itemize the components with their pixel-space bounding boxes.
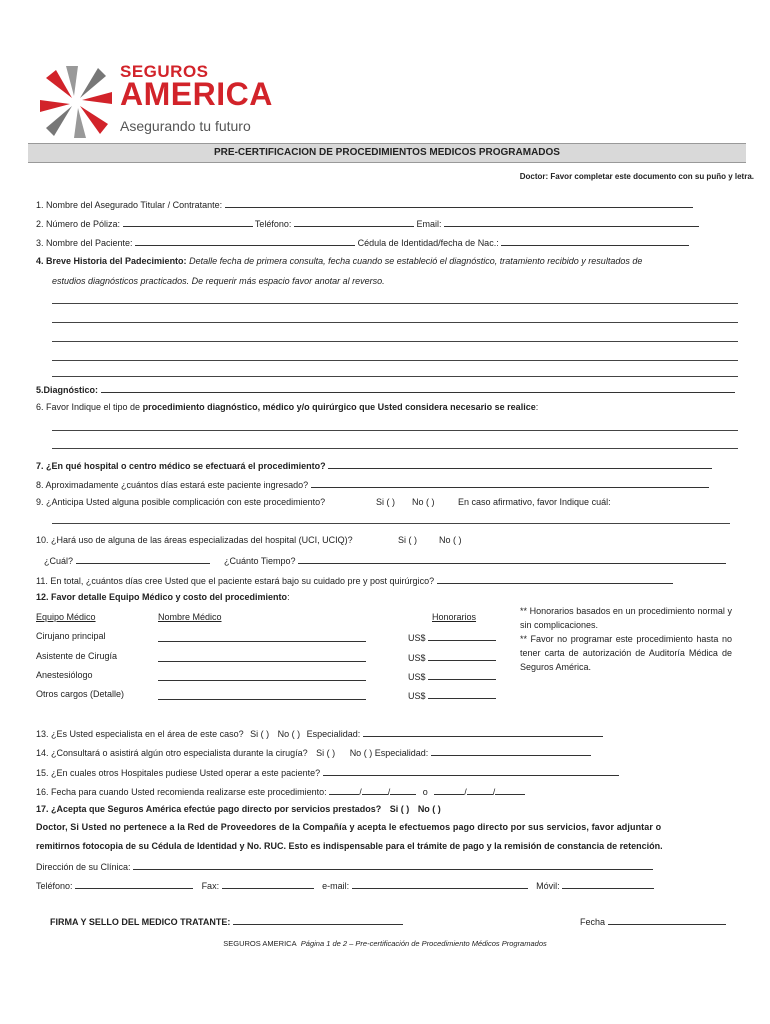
signature-label: FIRMA Y SELLO DEL MEDICO TRATANTE:	[50, 917, 231, 927]
doctor-name-field[interactable]	[158, 632, 366, 642]
date1-year[interactable]	[390, 785, 416, 795]
signature-field[interactable]	[233, 915, 403, 925]
fee-field[interactable]	[428, 689, 496, 699]
contact-email-label: e-mail:	[322, 881, 350, 891]
q6-row	[36, 402, 538, 412]
clinic-phone-field[interactable]	[75, 879, 193, 889]
team-role: Asistente de Cirugía	[36, 651, 118, 661]
date2-month[interactable]	[467, 785, 493, 795]
address-field[interactable]	[133, 860, 653, 870]
q10-row2b	[224, 554, 726, 566]
q1-label: 1. Nombre del Asegurado Titular / Contratante:	[36, 200, 223, 210]
q7-label: 7. ¿En qué hospital o centro médico se efectuará el procedimiento?	[36, 461, 326, 471]
q17-si[interactable]: Si ( )	[389, 804, 410, 814]
q4-detail2: estudios diagnósticos practicados. De requerir más espacio favor anotar al reverso.	[52, 276, 385, 286]
col-nombre: Nombre Médico	[158, 612, 222, 622]
clinic-fax-field[interactable]	[222, 879, 314, 889]
logo	[38, 62, 288, 142]
q3-id-label: Cédula de Identidad/fecha de Nac.:	[357, 238, 499, 248]
q6-bold: procedimiento diagnóstico, médico y/o quirúrgico que Usted considera necesario se realice	[142, 402, 536, 412]
clinic-email-field[interactable]	[352, 879, 528, 889]
q16-row: 16. Fecha para cuando Usted recomienda realizarse este procedimiento: / / o / /	[36, 785, 525, 797]
q13-row	[36, 727, 603, 739]
q10-row2	[44, 554, 210, 566]
q11-row	[36, 574, 673, 586]
address-row	[36, 860, 653, 872]
fee-field[interactable]	[428, 651, 496, 661]
patient-name-field[interactable]	[135, 236, 355, 246]
q3-label: 3. Nombre del Paciente:	[36, 238, 133, 248]
doctor-name-field[interactable]	[158, 652, 366, 662]
currency-label: US$	[408, 672, 426, 682]
q2-phone-label: Teléfono:	[254, 219, 292, 229]
q5-label: 5.Diagnóstico:	[36, 385, 99, 395]
currency-label: US$	[408, 691, 426, 701]
fees-note-1: ** Honorarios basados en un procedimiento normal y sin complicaciones.	[520, 606, 732, 630]
contact-phone-label: Teléfono:	[36, 881, 73, 891]
brand-tagline: Asegurando tu futuro	[120, 118, 251, 134]
brand-name-main: AMERICA	[120, 76, 273, 112]
q4-row	[36, 256, 642, 266]
q12-row	[36, 592, 290, 602]
logo-mark-icon	[38, 62, 118, 142]
q9-si[interactable]: Si ( )	[376, 497, 395, 507]
q17-label: 17. ¿Acepta que Seguros América efectúe pago directo por servicios prestados?	[36, 804, 382, 814]
procedure-line-2[interactable]	[52, 448, 738, 449]
contact-mobile-label: Móvil:	[536, 881, 560, 891]
q9-label: 9. ¿Anticipa Usted alguna posible complicación con este procedimiento?	[36, 497, 326, 507]
q7-row	[36, 459, 712, 471]
email-field[interactable]	[444, 217, 699, 227]
currency-label: US$	[408, 633, 426, 643]
footer-brand: SEGUROS AMERICA	[223, 939, 297, 948]
q14-row	[36, 746, 591, 758]
q14-si[interactable]: Si ( )	[316, 748, 336, 758]
history-line-5[interactable]	[52, 376, 738, 377]
contact-row	[36, 879, 654, 891]
doctor-name-field[interactable]	[158, 671, 366, 681]
title-bar	[28, 143, 746, 163]
q2-label: 2. Número de Póliza:	[36, 219, 121, 229]
history-line-2[interactable]	[52, 322, 738, 323]
currency-label: US$	[408, 653, 426, 663]
q15-label: 15. ¿En cuales otros Hospitales pudiese Usted operar a este paciente?	[36, 768, 321, 778]
q8-row	[36, 478, 709, 490]
contact-fax-label: Fax:	[201, 881, 220, 891]
history-line-4[interactable]	[52, 360, 738, 361]
q10-label: 10. ¿Hará uso de alguna de las áreas especializadas del hospital (UCI, UCIQ)?	[36, 535, 353, 545]
date1-day[interactable]	[329, 785, 359, 795]
brand-name-top: SEGUROS	[120, 62, 209, 81]
history-line-3[interactable]	[52, 341, 738, 342]
phone-field[interactable]	[294, 217, 414, 227]
q15-row	[36, 766, 619, 778]
date2-day[interactable]	[434, 785, 464, 795]
q6-pre: 6. Favor Indique el tipo de	[36, 402, 141, 412]
q5-row	[36, 383, 735, 395]
q16-label: 16. Fecha para cuando Usted recomienda realizarse este procedimiento:	[36, 787, 327, 797]
other-specialty-field[interactable]	[431, 746, 591, 756]
fee-row	[408, 670, 496, 682]
fee-field[interactable]	[428, 670, 496, 680]
q2-email-label: Email:	[416, 219, 442, 229]
area-field[interactable]	[76, 554, 210, 564]
date2-year[interactable]	[495, 785, 525, 795]
procedure-line-1[interactable]	[52, 430, 738, 431]
q13-si[interactable]: Si ( )	[250, 729, 270, 739]
q10-cual-label: ¿Cuál?	[44, 556, 74, 566]
fee-row	[408, 651, 496, 663]
total-days-field[interactable]	[437, 574, 673, 584]
footer	[0, 939, 770, 948]
fee-row	[408, 689, 496, 701]
other-hospitals-field[interactable]	[323, 766, 619, 776]
q10-tiempo-label: ¿Cuánto Tiempo?	[224, 556, 296, 566]
direct-pay-text-2: remitirnos fotocopia de su Cédula de Identidad y No. RUC. Esto es indispensable para el trámite de pago y la remisión de constancia de retención.	[36, 841, 663, 851]
diagnosis-field[interactable]	[101, 383, 735, 393]
q2-row	[36, 217, 699, 229]
q10-si[interactable]: Si ( )	[398, 535, 417, 545]
days-field[interactable]	[311, 478, 709, 488]
date1-month[interactable]	[362, 785, 388, 795]
history-line-1[interactable]	[52, 303, 738, 304]
q6-post: :	[535, 402, 539, 412]
clinic-mobile-field[interactable]	[562, 879, 654, 889]
q17-no[interactable]: No ( )	[417, 804, 441, 814]
q14-no[interactable]: No ( )	[349, 748, 373, 758]
team-role: Otros cargos (Detalle)	[36, 689, 125, 699]
time-field[interactable]	[298, 554, 726, 564]
q17-row	[36, 804, 441, 814]
footer-page: Página 1 de 2 – Pre-certificación de Procedimiento Médicos Programados	[300, 939, 547, 948]
q4-detail1: Detalle fecha de primera consulta, fecha cuando se estableció el diagnóstico, tratamiento recibido y resultados de	[189, 256, 643, 266]
direct-pay-text-1: Doctor, Si Usted no pertenece a la Red de Proveedores de la Compañía y acepta le efectuemos pago directo por sus servicios, favor adjuntar o	[36, 822, 662, 832]
q1-field[interactable]	[225, 198, 693, 208]
signature-date-field[interactable]	[608, 915, 726, 925]
q10-no[interactable]: No ( )	[439, 535, 462, 545]
q16-or: o	[422, 787, 428, 797]
doctor-name-field[interactable]	[158, 690, 366, 700]
q9-cual: En caso afirmativo, favor Indique cuál:	[458, 497, 611, 507]
q11-label: 11. En total, ¿cuántos días cree Usted que el paciente estará bajo su cuidado pre y post quirúrgico?	[36, 576, 435, 586]
date-row	[580, 915, 726, 927]
fee-row	[408, 631, 496, 643]
address-label: Dirección de su Clínica:	[36, 862, 131, 872]
col-honorarios: Honorarios	[432, 612, 477, 622]
q1-row	[36, 198, 693, 210]
q12-colon: :	[287, 592, 290, 602]
doctor-note: Doctor: Favor completar este documento con su puño y letra.	[519, 172, 754, 181]
hospital-field[interactable]	[328, 459, 712, 469]
q13-esp-label: Especialidad:	[306, 729, 361, 739]
q13-no[interactable]: No ( )	[277, 729, 301, 739]
fees-notes	[520, 604, 732, 674]
q9-no[interactable]: No ( )	[412, 497, 435, 507]
fees-note-2: ** Favor no programar este procedimiento hasta no tener carta de autorización de Auditoría Médica de Seguros América.	[520, 634, 732, 672]
signature-row	[50, 915, 403, 927]
q8-label: 8. Aproximadamente ¿cuántos días estará este paciente ingresado?	[36, 480, 309, 490]
policy-field[interactable]	[123, 217, 253, 227]
fee-field[interactable]	[428, 631, 496, 641]
col-equipo: Equipo Médico	[36, 612, 96, 622]
q14-label: 14. ¿Consultará o asistirá algún otro especialista durante la cirugía?	[36, 748, 308, 758]
q14-esp-label: Especialidad:	[374, 748, 429, 758]
team-role: Cirujano principal	[36, 631, 106, 641]
q4-label: 4. Breve Historia del Padecimiento:	[36, 256, 187, 266]
patient-id-field[interactable]	[501, 236, 689, 246]
q12-label: 12. Favor detalle Equipo Médico y costo del procedimiento	[36, 592, 288, 602]
complication-line[interactable]	[52, 523, 730, 524]
date-label: Fecha	[580, 917, 606, 927]
q3-row	[36, 236, 689, 248]
q13-label: 13. ¿Es Usted especialista en el área de este caso?	[36, 729, 244, 739]
page-title: PRE-CERTIFICACION DE PROCEDIMIENTOS MEDICOS PROGRAMADOS	[214, 147, 560, 158]
specialty-field[interactable]	[363, 727, 603, 737]
team-role: Anestesiólogo	[36, 670, 93, 680]
